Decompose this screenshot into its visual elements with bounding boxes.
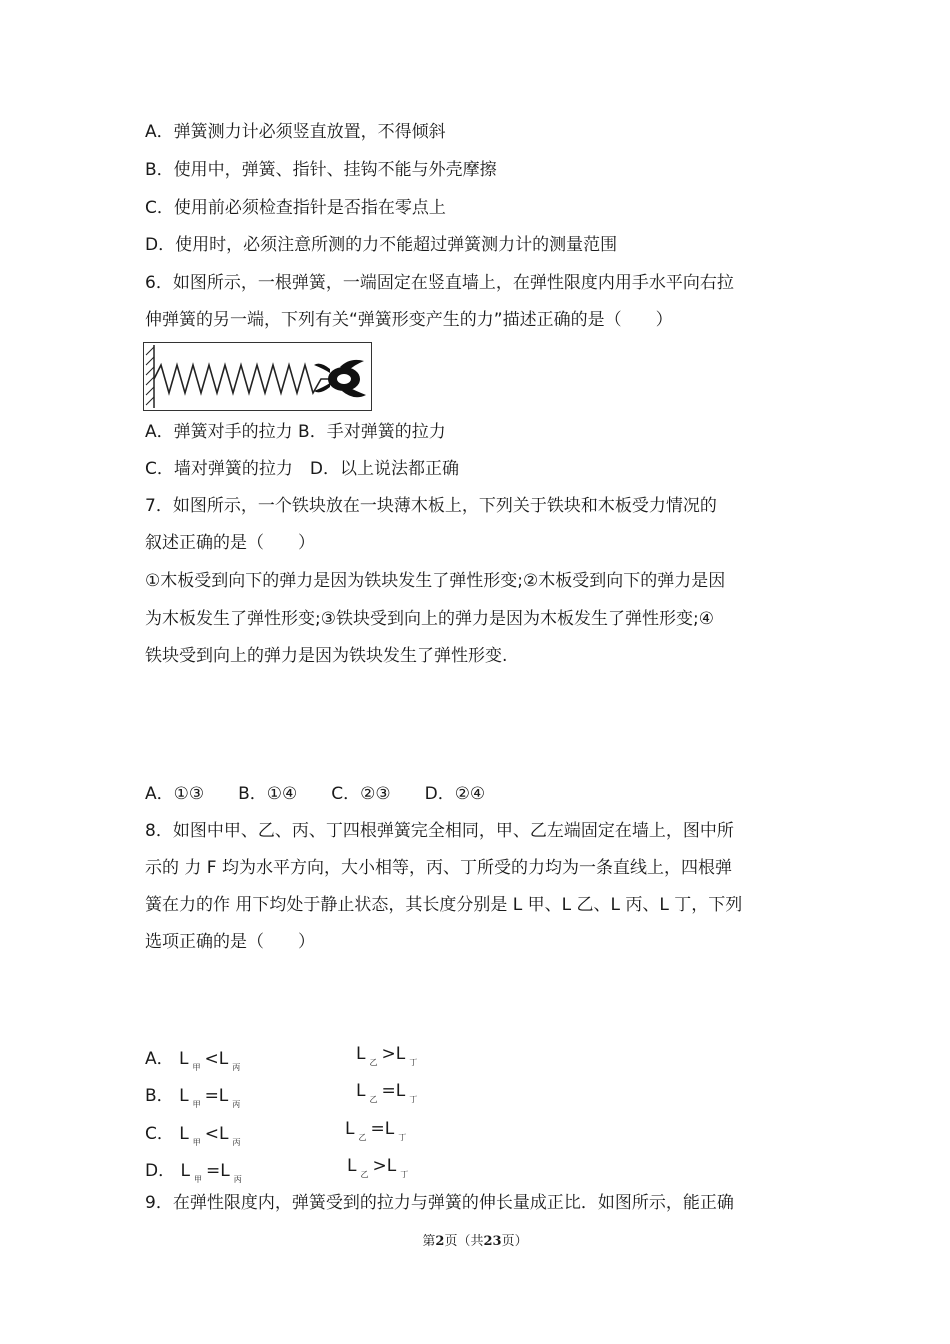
- relation: =L: [205, 1161, 230, 1181]
- length-symbol: L: [180, 1161, 190, 1181]
- q7-stem-line1: 7．如图所示，一个铁块放在一块薄木板上，下列关于铁块和木板受力情况的: [145, 496, 717, 516]
- footer-pre: 第: [422, 1234, 436, 1249]
- subscript: 丁: [400, 1170, 409, 1179]
- q8-option-c-second: [345, 1119, 410, 1142]
- q8-stem-line2: 示的 力 F 均为水平方向，大小相等，丙、丁所受的力均为一条直线上，四根弹: [145, 858, 732, 878]
- length-symbol: L: [345, 1119, 355, 1139]
- subscript: 乙: [369, 1058, 378, 1067]
- subscript: 丙: [232, 1063, 241, 1072]
- q7-stem-line2: 叙述正确的是（ ）: [145, 533, 315, 553]
- subscript: 甲: [192, 1138, 201, 1147]
- spring-illustration: [144, 343, 371, 410]
- option-label: A．: [145, 1049, 174, 1069]
- q8-stem-line3: 簧在力的作 用下均处于静止状态，其长度分别是 L 甲、L 乙、L 丙、L 丁，下列: [145, 895, 743, 915]
- q6-stem-line1: 6．如图所示，一根弹簧，一端固定在竖直墙上，在弹性限度内用手水平向右拉: [145, 273, 734, 293]
- length-symbol: L: [179, 1124, 189, 1144]
- q8-option-a-second: [356, 1044, 421, 1067]
- option-label: B．: [145, 1086, 174, 1106]
- q5-option-d: D．使用时，必须注意所测的力不能超过弹簧测力计的测量范围: [145, 235, 618, 255]
- relation: >L: [381, 1044, 406, 1064]
- q7-statement-line3: 铁块受到向上的弹力是因为铁块发生了弹性形变.: [145, 646, 508, 666]
- q7-statement-line2: 为木板发生了弹性形变;③铁块受到向上的弹力是因为木板发生了弹性形变;④: [145, 609, 714, 629]
- option-label: C．: [145, 1124, 174, 1144]
- relation: >L: [372, 1156, 397, 1176]
- relation: <L: [204, 1049, 229, 1069]
- subscript: 乙: [360, 1170, 369, 1179]
- q5-option-a: A．弹簧测力计必须竖直放置，不得倾斜: [145, 122, 446, 142]
- q9-stem-line1: 9．在弹性限度内，弹簧受到的拉力与弹簧的伸长量成正比．如图所示，能正确: [145, 1193, 734, 1213]
- footer-mid: 页（共: [444, 1234, 484, 1249]
- total-pages: 23: [483, 1234, 502, 1249]
- subscript: 丁: [398, 1133, 407, 1142]
- subscript: 丁: [409, 1095, 418, 1104]
- q8-stem-line4: 选项正确的是（ ）: [145, 932, 315, 952]
- q8-option-c: [145, 1119, 244, 1147]
- spring-coil: [154, 365, 332, 393]
- q8-option-d-second: [347, 1156, 412, 1179]
- subscript: 丙: [232, 1100, 241, 1109]
- q6-options-cd: C．墙对弹簧的拉力 D．以上说法都正确: [145, 459, 459, 479]
- q5-option-b: B．使用中，弹簧、指针、挂钩不能与外壳摩擦: [145, 160, 497, 180]
- length-symbol: L: [179, 1049, 189, 1069]
- wall-hatching: [146, 347, 154, 405]
- subscript: 丙: [232, 1138, 241, 1147]
- subscript: 乙: [369, 1095, 378, 1104]
- subscript: 丁: [409, 1058, 418, 1067]
- q7-options: A．①③ B．①④ C．②③ D．②④: [145, 784, 486, 804]
- q8-option-a: [145, 1044, 244, 1072]
- length-symbol: L: [347, 1156, 357, 1176]
- q5-option-c: C．使用前必须检查指针是否指在零点上: [145, 198, 446, 218]
- q8-option-b-second: [356, 1081, 421, 1104]
- q8-option-b: [145, 1081, 244, 1109]
- option-label: D．: [145, 1161, 176, 1181]
- relation: =L: [381, 1081, 406, 1101]
- q6-options-ab: A．弹簧对手的拉力 B．手对弹簧的拉力: [145, 422, 446, 442]
- length-symbol: L: [179, 1086, 189, 1106]
- spring-wall-hand-figure: [143, 342, 372, 411]
- footer-post: 页）: [501, 1234, 528, 1249]
- relation: =L: [370, 1119, 395, 1139]
- subscript: 甲: [193, 1175, 202, 1184]
- relation: <L: [204, 1124, 229, 1144]
- subscript: 丙: [233, 1175, 242, 1184]
- length-symbol: L: [356, 1044, 366, 1064]
- q8-option-d: [145, 1156, 246, 1184]
- subscript: 甲: [192, 1100, 201, 1109]
- subscript: 乙: [358, 1133, 367, 1142]
- q7-statement-line1: ①木板受到向下的弹力是因为铁块发生了弹性形变;②木板受到向下的弹力是因: [145, 571, 726, 591]
- length-symbol: L: [356, 1081, 366, 1101]
- subscript: 甲: [192, 1063, 201, 1072]
- page-footer: [0, 1230, 950, 1249]
- q8-stem-line1: 8．如图中甲、乙、丙、丁四根弹簧完全相同，甲、乙左端固定在墙上，图中所: [145, 821, 734, 841]
- relation: =L: [204, 1086, 229, 1106]
- q6-stem-line2: 伸弹簧的另一端，下列有关“弹簧形变产生的力”描述正确的是（ ）: [145, 310, 673, 330]
- page-number: 2: [435, 1234, 445, 1249]
